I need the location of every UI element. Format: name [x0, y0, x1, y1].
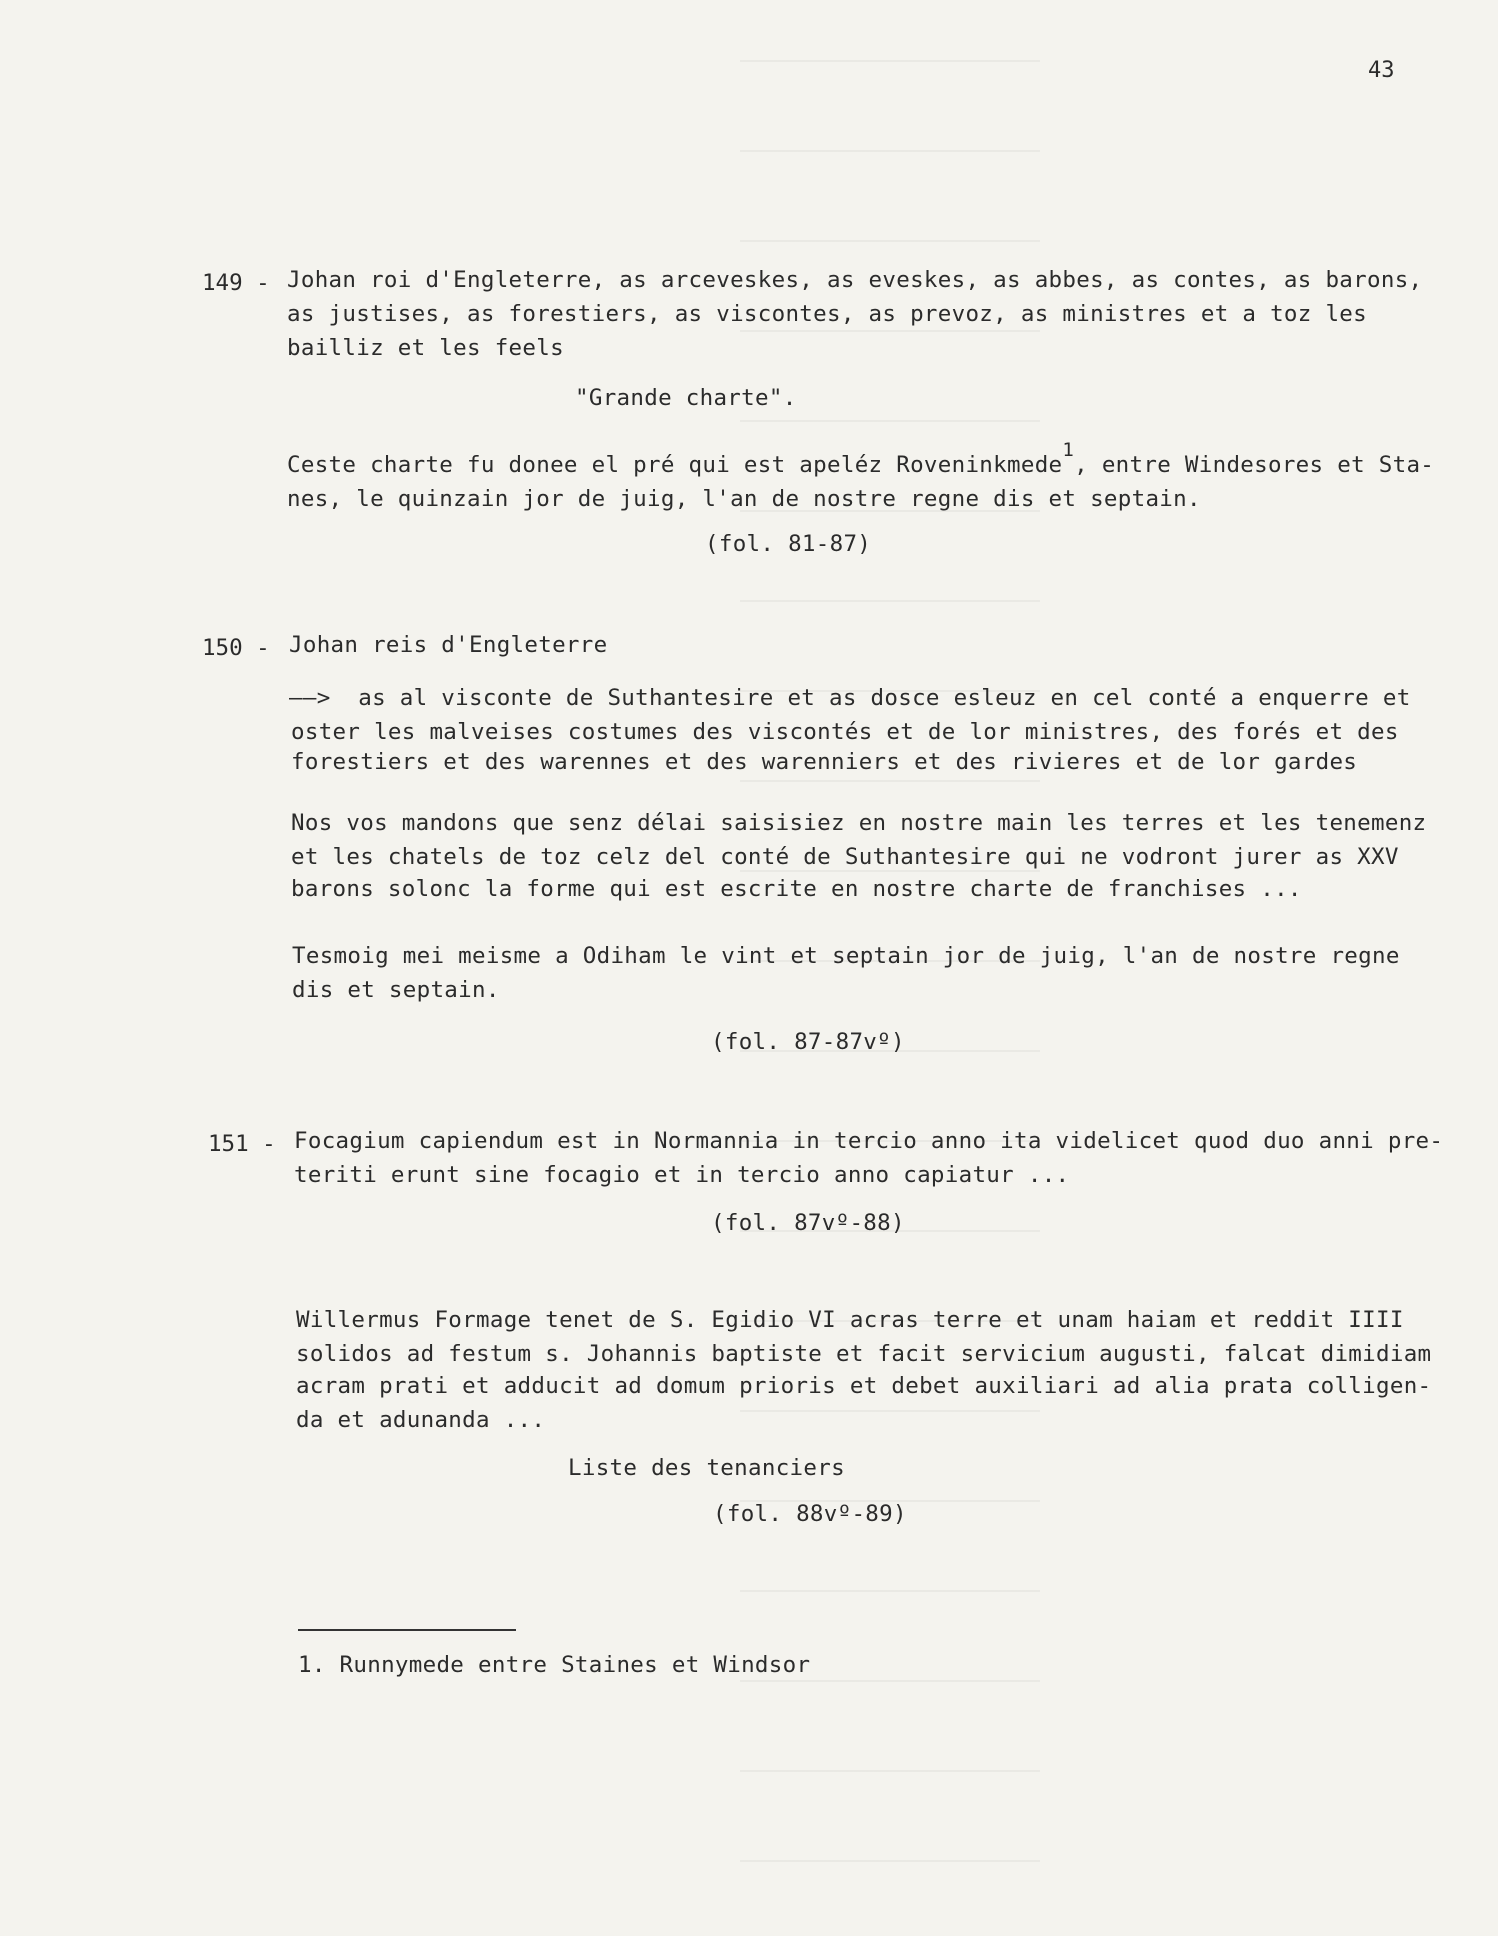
entry-149-line-1: Johan roi d'Engleterre, as arceveskes, as eveskes, as abbes, as contes, as barons, — [287, 267, 1423, 293]
footnote-mark: 1 — [1062, 439, 1075, 461]
entry-151-folio: (fol. 87vº-88) — [711, 1210, 905, 1236]
entry-152-line-4: da et adunanda ... — [296, 1407, 546, 1433]
entry-152-line-3: acram prati et adducit ad domum prioris et debet auxiliari ad alia prata colligen- — [296, 1373, 1432, 1399]
entry-149-text-part-2: , entre Windesores et Sta- — [1074, 452, 1435, 478]
entry-number-151: 151 - — [208, 1131, 276, 1157]
entry-149-line-3: bailliz et les feels — [287, 335, 564, 361]
entry-149-text-part-1: Ceste charte fu donee el pré qui est apeléz Roveninkmede — [287, 452, 1063, 478]
entry-150-line-b1: Nos vos mandons que senz délai saisisiez en nostre main les terres et les tenemenz — [291, 810, 1427, 836]
entry-150-line-c2: dis et septain. — [292, 977, 500, 1003]
entry-149-text-line-2: nes, le quinzain jor de juig, l'an de nostre regne dis et septain. — [287, 486, 1201, 512]
entry-152-line-2: solidos ad festum s. Johannis baptiste et facit servicium augusti, falcat dimidiam — [296, 1341, 1432, 1367]
entry-152-folio: (fol. 88vº-89) — [713, 1501, 907, 1527]
entry-150-line-b3: barons solonc la forme qui est escrite en nostre charte de franchises ... — [291, 876, 1302, 902]
entry-150-line-b2: et les chatels de toz celz del conté de Suthantesire qui ne vodront jurer as XXV — [291, 844, 1399, 870]
entry-152-line-1: Willermus Formage tenet de S. Egidio VI acras terre et unam haiam et reddit IIII — [296, 1307, 1404, 1333]
entry-number-149: 149 - — [202, 270, 270, 296]
entry-number-150: 150 - — [202, 635, 270, 661]
entry-149-folio: (fol. 81-87) — [705, 531, 872, 557]
entry-151-line-2: teriti erunt sine focagio et in tercio anno capiatur ... — [294, 1162, 1070, 1188]
page-number: 43 — [1368, 58, 1395, 83]
entry-151-line-1: Focagium capiendum est in Normannia in tercio anno ita videlicet quod duo anni pre- — [294, 1128, 1444, 1154]
show-through-texture — [740, 60, 1040, 1920]
entry-150-line-c1: Tesmoig mei meisme a Odiham le vint et septain jor de juig, l'an de nostre regne — [292, 943, 1400, 969]
entry-150-arrow-line: ——> as al visconte de Suthantesire et as dosce esleuz en cel conté a enquerre et — [289, 685, 1411, 711]
entry-149-title: "Grande charte". — [575, 385, 797, 411]
entry-149-text-line-1 — [287, 439, 1435, 483]
entry-150-line-a1: oster les malveises costumes des viscontés et de lor ministres, des forés et des — [291, 719, 1399, 745]
entry-150-line-a2: forestiers et des warennes et des warenniers et des rivieres et de lor gardes — [291, 749, 1358, 775]
footnote-rule — [298, 1629, 516, 1631]
entry-150-folio: (fol. 87-87vº) — [711, 1029, 905, 1055]
entry-150-head: Johan reis d'Engleterre — [289, 632, 608, 658]
entry-149-line-2: as justises, as forestiers, as viscontes, as prevoz, as ministres et a toz les — [287, 301, 1367, 327]
footnote-1: 1. Runnymede entre Staines et Windsor — [298, 1652, 811, 1678]
entry-152-title: Liste des tenanciers — [568, 1455, 845, 1481]
